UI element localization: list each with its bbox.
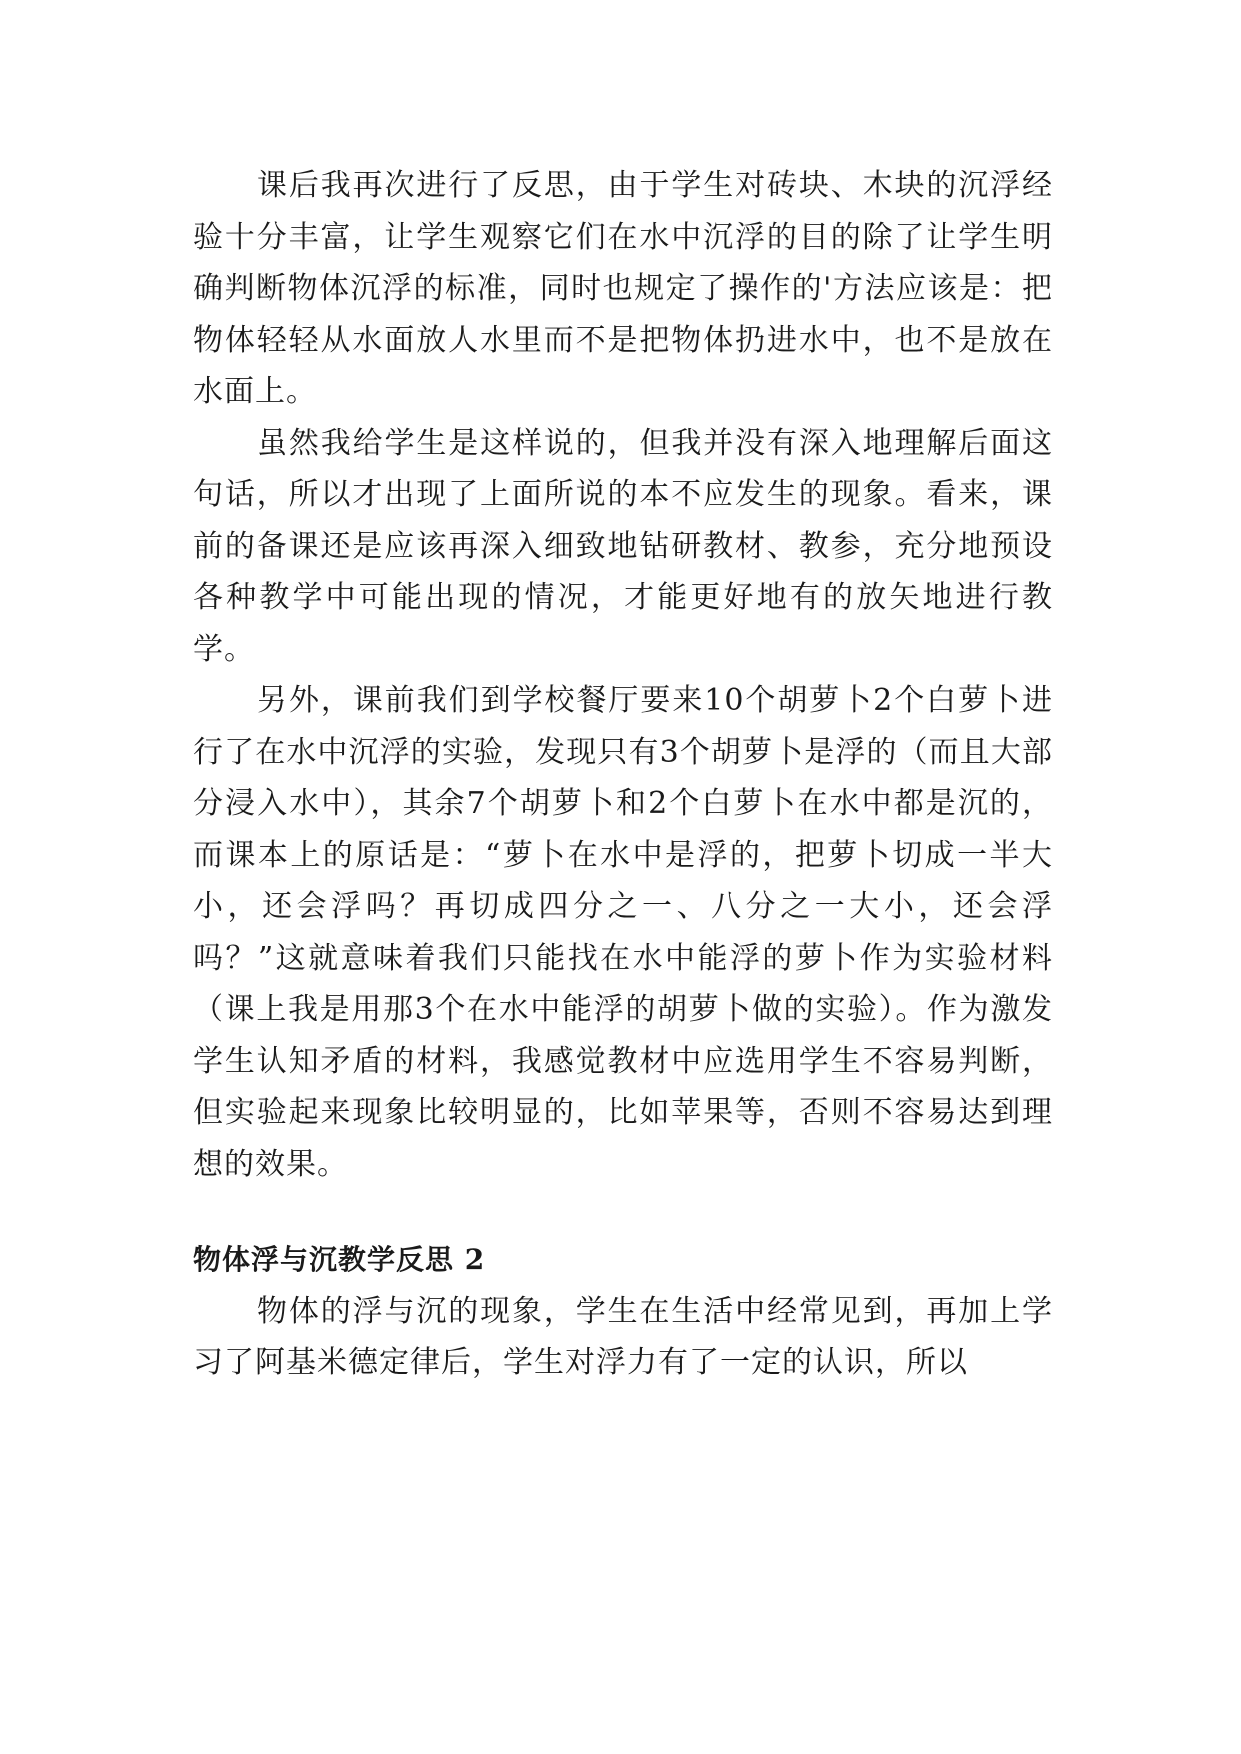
- document-page: [193, 160, 1053, 1389]
- paragraph-reflection-1: 课后我再次进行了反思，由于学生对砖块、木块的沉浮经验十分丰富，让学生观察它们在水中沉浮的目的除了让学生明确判断物体沉浮的标准，同时也规定了操作的'方法应该是：把物体轻轻从水面放人水里而不是把物体扔进水中，也不是放在水面上。: [193, 168, 1053, 409]
- paragraph-reflection-3: 另外，课前我们到学校餐厅要来10个胡萝卜2个白萝卜进行了在水中沉浮的实验，发现只有3个胡萝卜是浮的（而且大部分浸入水中），其余7个胡萝卜和2个白萝卜在水中都是沉的，而课本上的原话是：“萝卜在水中是浮的，把萝卜切成一半大小，还会浮吗？再切成四分之一、八分之一大小，还会浮吗？”这就意味着我们只能找在水中能浮的萝卜作为实验材料（课上我是用那3个在水中能浮的胡萝卜做的实验）。作为激发学生认知矛盾的材料，我感觉教材中应选用学生不容易判断，但实验起来现象比较明显的，比如苹果等，否则不容易达到理想的效果。: [193, 683, 1053, 1182]
- paragraph-reflection-2: 虽然我给学生是这样说的，但我并没有深入地理解后面这句话，所以才出现了上面所说的本不应发生的现象。看来，课前的备课还是应该再深入细致地钻研教材、教参，充分地预设各种教学中可能出现的情况，才能更好地有的放矢地进行教学。: [193, 425, 1053, 667]
- paragraph-section2-1: 物体的浮与沉的现象，学生在生活中经常见到，再加上学习了阿基米德定律后，学生对浮力有了一定的认识，所以: [193, 1293, 1053, 1380]
- section-heading: 物体浮与沉教学反思 2: [193, 1243, 486, 1276]
